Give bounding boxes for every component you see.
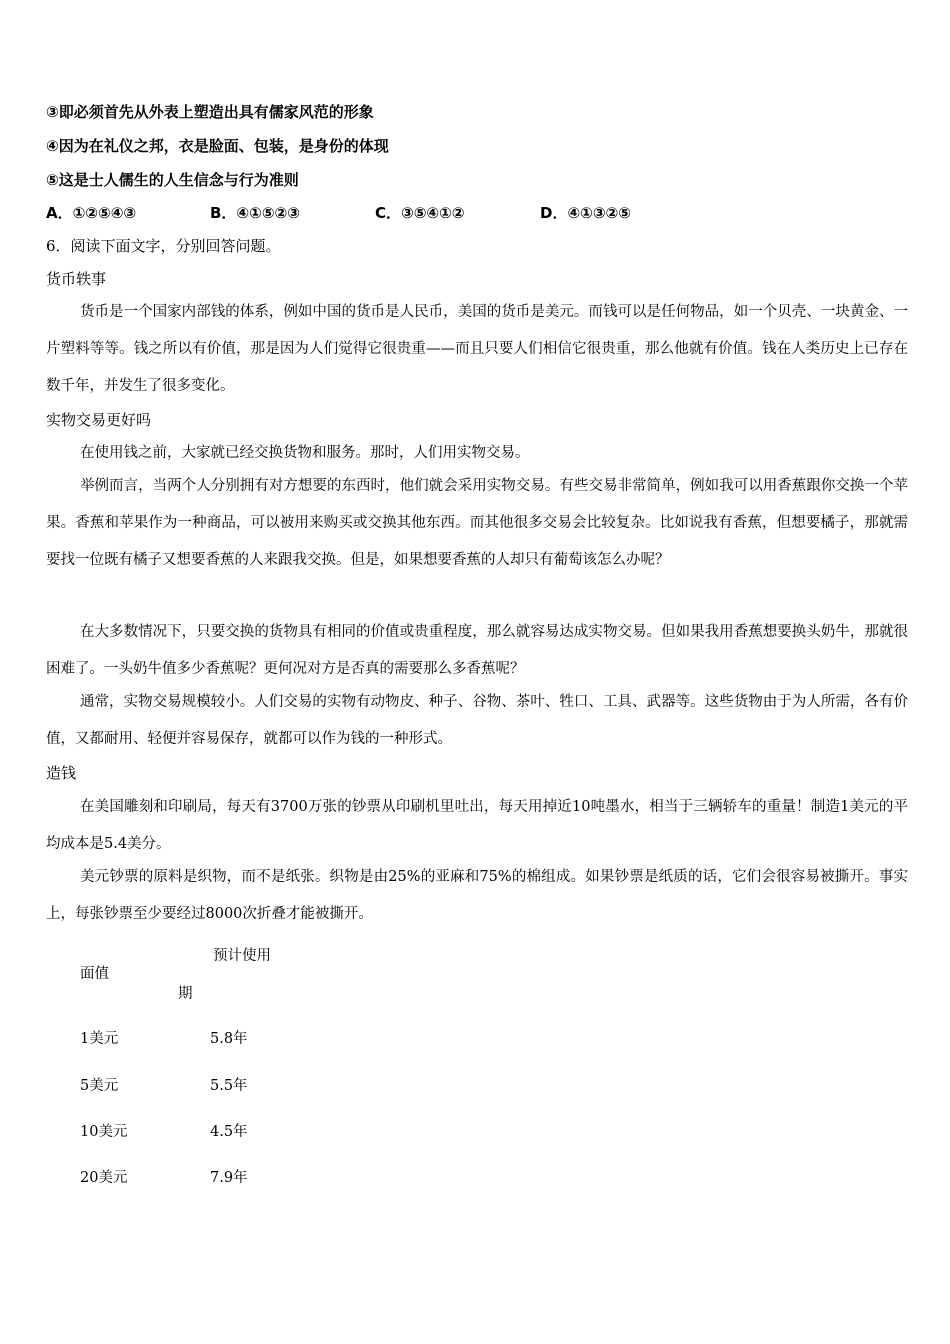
paragraph-6: 在美国雕刻和印刷局，每天有3700万张的钞票从印刷机里吐出，每天用掉近10吨墨水，相当于三辆轿车的重量！制造1美元的平均成本是5.4美分。 xyxy=(46,799,908,852)
paragraph-2: 在使用钱之前，大家就已经交换货物和服务。那时，人们用实物交易。 xyxy=(80,445,530,461)
table-header-life: 预计使用 xyxy=(213,948,271,964)
choice-sentence-4: ④因为在礼仪之邦，衣是脸面、包装，是身份的体现 xyxy=(46,137,389,155)
option-c: C．③⑤④①② xyxy=(375,204,465,222)
table-row-value: 5美元 xyxy=(80,1078,119,1094)
table-row-life: 4.5年 xyxy=(210,1124,248,1140)
article-title: 货币轶事 xyxy=(46,270,107,288)
table-row-life: 5.5年 xyxy=(210,1078,248,1094)
paragraph-3: 举例而言，当两个人分别拥有对方想要的东西时，他们就会采用实物交易。有些交易非常简单，例如我可以用香蕉跟你交换一个苹果。香蕉和苹果作为一种商品，可以被用来购买或交换其他东西。而其他很多交易会比较复杂。比如说我有香蕉，但想要橘子，那就需要找一位既有橘子又想要香蕉的人来跟我交换。但是，如果想要香蕉的人却只有葡萄该怎么办呢？ xyxy=(46,478,908,568)
section-heading-making-money: 造钱 xyxy=(46,764,77,782)
table-header-value: 面值 xyxy=(80,966,109,982)
table-header-life-cont: 期 xyxy=(178,986,193,1002)
table-row-value: 10美元 xyxy=(80,1124,128,1140)
option-d: D．④①③②⑤ xyxy=(540,204,631,222)
choice-sentence-5: ⑤这是士人儒生的人生信念与行为准则 xyxy=(46,171,299,189)
paragraph-7: 美元钞票的原料是织物，而不是纸张。织物是由25%的亚麻和75%的棉组成。如果钞票是纸质的话，它们会很容易被撕开。事实上，每张钞票至少要经过8000次折叠才能被撕开。 xyxy=(46,869,908,922)
choice-sentence-3: ③即必须首先从外表上塑造出具有儒家风范的形象 xyxy=(46,103,374,121)
table-row-life: 7.9年 xyxy=(210,1170,248,1186)
option-b: B．④①⑤②③ xyxy=(210,204,300,222)
paragraph-1: 货币是一个国家内部钱的体系，例如中国的货币是人民币，美国的货币是美元。而钱可以是任何物品，如一个贝壳、一块黄金、一片塑料等等。钱之所以有价值，那是因为人们觉得它很贵重——而且只要人们相信它很贵重，那么他就有价值。钱在人类历史上已存在数千年，并发生了很多变化。 xyxy=(46,304,908,394)
table-row-value: 20美元 xyxy=(80,1170,128,1186)
option-a: A．①②⑤④③ xyxy=(46,204,137,222)
table-row-life: 5.8年 xyxy=(210,1031,248,1047)
paragraph-5: 通常，实物交易规模较小。人们交易的实物有动物皮、种子、谷物、茶叶、牲口、工具、武器等。这些货物由于为人所需，各有价值，又都耐用、轻便并容易保存，就都可以作为钱的一种形式。 xyxy=(46,694,908,747)
table-row-value: 1美元 xyxy=(80,1031,119,1047)
paragraph-4: 在大多数情况下，只要交换的货物具有相同的价值或贵重程度，那么就容易达成实物交易。但如果我用香蕉想要换头奶牛，那就很困难了。一头奶牛值多少香蕉呢？更何况对方是否真的需要那么多香蕉呢？ xyxy=(46,624,908,677)
question-6: 6．阅读下面文字，分别回答问题。 xyxy=(46,237,281,255)
section-heading-barter: 实物交易更好吗 xyxy=(46,411,152,429)
